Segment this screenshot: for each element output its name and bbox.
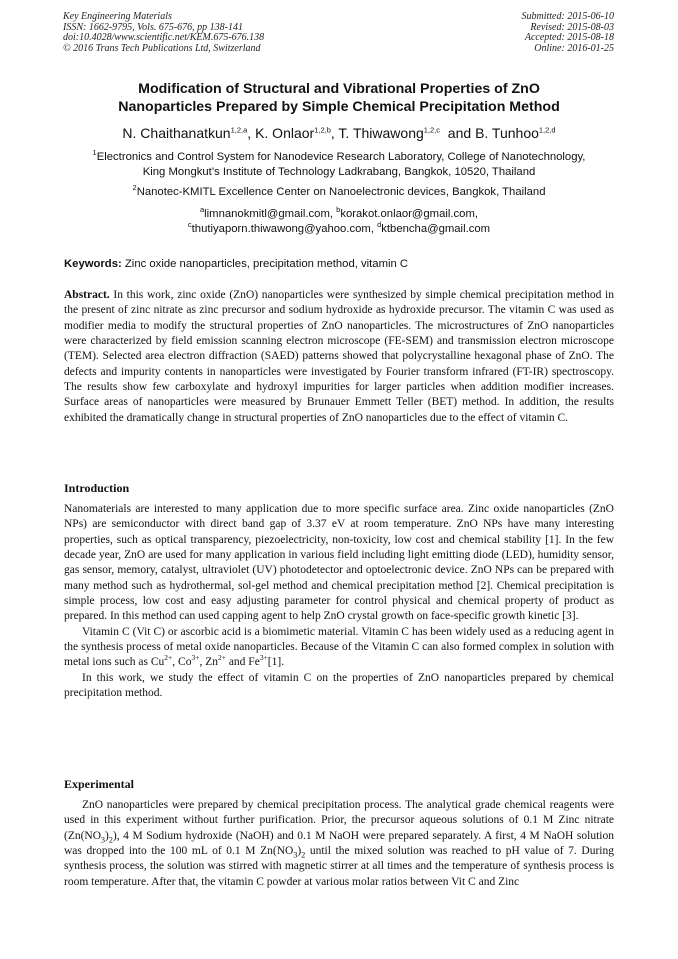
keywords-text: Zinc oxide nanoparticles, precipitation method, vitamin C bbox=[121, 258, 409, 270]
date-online: Online: 2016-01-25 bbox=[534, 42, 614, 54]
paper-title bbox=[40, 80, 638, 116]
doi: doi:10.4028/www.scientific.net/KEM.675-676.138 bbox=[63, 32, 265, 44]
formula-sub: 3 bbox=[293, 850, 298, 860]
title-line-1: Modification of Structural and Vibrational Properties of ZnO bbox=[138, 81, 540, 97]
author-name: T. Thiwawong bbox=[338, 125, 424, 141]
journal-info bbox=[63, 12, 264, 54]
email-link[interactable]: thutiyaporn.thiwawong@yahoo.com, bbox=[191, 222, 378, 235]
formula-sub: 2 bbox=[301, 850, 306, 860]
intro-p2-text: Vitamin C (Vit C) or ascorbic acid is a biomimetic material. Vitamin C has been widely used as a reducing agent in the synthesis process of metal oxide nanoparticles. Because of the Vitamin C can also formed complex in solution with metal ions such as Cu bbox=[64, 625, 614, 669]
author-name: K. Onlaor bbox=[255, 125, 315, 141]
affiliation-sup: 2 bbox=[132, 183, 137, 193]
keywords-label: Keywords: bbox=[64, 258, 122, 270]
abstract-label: Abstract. bbox=[64, 289, 110, 301]
author-sep: , bbox=[330, 125, 339, 141]
introduction-heading: Introduction bbox=[64, 481, 130, 495]
author-affil-sup: 1,2,b bbox=[314, 125, 331, 135]
formula-sub: 2 bbox=[108, 834, 113, 844]
exp-p1-text: ) bbox=[105, 829, 109, 842]
affiliation-2-text: Nanotec-KMITL Excellence Center on Nanoelectronic devices, Bangkok, Thailand bbox=[136, 186, 546, 198]
email-link[interactable]: korakot.onlaor@gmail.com, bbox=[340, 208, 478, 220]
affiliation-sup: 1 bbox=[92, 148, 97, 158]
intro-p2-text: , Co bbox=[172, 656, 192, 669]
exp-p1-text: ZnO nanoparticles were prepared by chemical precipitation process. The analytical grade chemical reagents were used in this experiment without further purification. Prior, the precursor aqueous solutions of 0.1 M Zinc nitrate (Zn(NO bbox=[64, 799, 614, 842]
intro-p2-text: , Zn bbox=[199, 656, 218, 669]
charge-sup: 2+ bbox=[217, 653, 226, 663]
author-name: N. Chaithanatkun bbox=[122, 125, 231, 141]
charge-sup: 2+ bbox=[164, 653, 173, 663]
email-sup: b bbox=[336, 205, 341, 215]
charge-sup: 3+ bbox=[191, 653, 200, 663]
email-link[interactable]: limnanokmitl@gmail.com, bbox=[204, 208, 337, 220]
experimental-body bbox=[64, 798, 614, 890]
email-sup: d bbox=[377, 219, 382, 229]
journal-name: Key Engineering Materials bbox=[63, 11, 172, 22]
experimental-heading: Experimental bbox=[64, 777, 134, 791]
formula-sub: 3 bbox=[101, 834, 106, 844]
affiliation-1-line-1: Electronics and Control System for Nanodevice Research Laboratory, College of Nanotechnology, bbox=[96, 151, 586, 163]
exp-p1-text: ), 4 M Sodium hydroxide (NaOH) and 0.1 M NaOH were prepared separately. A first, 4 M NaOH solution was dropped into the 100 mL of 0.1 M Zn(NO bbox=[64, 829, 614, 858]
charge-sup: 3+ bbox=[259, 653, 268, 663]
affiliation-1-line-2: King Mongkut’s Institute of Technology Ladkrabang, Bangkok, 10520, Thailand bbox=[142, 165, 536, 178]
author-name: B. Tunhoo bbox=[475, 125, 539, 141]
email-sup: a bbox=[199, 205, 205, 215]
intro-p2-text: and Fe bbox=[225, 656, 260, 669]
intro-p2-text: [1]. bbox=[267, 656, 285, 669]
dates-info bbox=[522, 12, 615, 54]
abstract bbox=[64, 288, 614, 426]
exp-paragraph-1 bbox=[64, 798, 614, 890]
affiliation-1 bbox=[40, 150, 638, 179]
intro-paragraph-2 bbox=[64, 625, 614, 671]
introduction-body bbox=[64, 502, 614, 701]
date-revised: Revised: 2015-08-03 bbox=[530, 21, 614, 33]
title-line-2: Nanoparticles Prepared by Simple Chemical Precipitation Method bbox=[118, 99, 560, 115]
affiliation-2 bbox=[40, 185, 638, 200]
abstract-text: In this work, zinc oxide (ZnO) nanoparticles were synthesized by simple chemical precipitation method in the present of zinc nitrate as zinc precursor and sodium hydroxide as hydroxide precursor. The vitamin C was used as modifier media to modify the structural properties of ZnO nanoparticles. The microstructures of ZnO nanoparticles were characterized by field emission scanning electron microscope (FE-SEM) and transmission electron microscope (TEM). Selected area electron diffraction (SAED) patterns showed that polycrystalline hexagonal phase of ZnO. The defects and impurity contents in nanoparticles were investigated by Fourier transform infrared (FT-IR) spectroscopy. The results show few carboxylate and hydroxyl impurities for larger particles when addition modifier increases. Surface areas of nanoparticles were measured by Brunauer Emmett Teller (BET) method. In addition, the results exhibited the dramatically change in structural properties of ZnO nanoparticles due to the effect of vitamin C. bbox=[64, 289, 614, 424]
author-affil-sup: 1,2,c bbox=[423, 125, 441, 135]
intro-paragraph-3: In this work, we study the effect of vitamin C on the properties of ZnO nanoparticles prepared by chemical precipitation method. bbox=[64, 671, 614, 700]
author-affil-sup: 1,2,a bbox=[230, 125, 248, 135]
exp-p1-text: until the mixed solution was reached to pH value of 7. During synthesis process, the solution was stirred with magnetic stirrer at all times and the temperature of synthesis process is room temperature. After that, the vitamin C powder at various molar ratios between Vit C and Zinc bbox=[64, 845, 614, 888]
author-affil-sup: 1,2,d bbox=[538, 125, 556, 135]
date-submitted: Submitted: 2015-06-10 bbox=[521, 11, 614, 22]
author-sep: and bbox=[440, 125, 476, 141]
author-sep: , bbox=[247, 125, 256, 141]
exp-p1-text: ) bbox=[297, 845, 302, 858]
intro-paragraph-1: Nanomaterials are interested to many application due to more specific surface area. Zinc oxide nanoparticles (ZnO NPs) are semiconductor with direct band gap of 3.37 eV at room temperature. ZnO NPs have many interesting properties, such as optical transparency, piezoelectricity, non-toxicity, low cost and chemical stability [1]. In the few decade year, ZnO are used for many application in various field including light emitting diode (LED), humidity sensor, gas sensor, memory, catalyst, ultraviolet (UV) photodetector and optoelectronic device. ZnO NPs can be prepared with many method such as hydrothermal, sol-gel method and chemical precipitation method [2]. Chemical precipitation is simple process, low cost and easy adjusting parameter for control physical and chemical property of product as prepared. In this method can used capping agent to help ZnO crystal growth on face-specific growth kinetic [3]. bbox=[64, 503, 614, 623]
author-list bbox=[40, 124, 638, 142]
author-emails bbox=[40, 207, 638, 236]
date-accepted: Accepted: 2015-08-18 bbox=[524, 32, 614, 44]
email-sup: c bbox=[187, 219, 192, 229]
email-link[interactable]: ktbencha@gmail.com bbox=[381, 222, 491, 235]
copyright: © 2016 Trans Tech Publications Ltd, Switzerland bbox=[63, 42, 261, 54]
issn: ISSN: 1662-9795, Vols. 675-676, pp 138-141 bbox=[63, 21, 243, 33]
keywords bbox=[64, 257, 616, 271]
